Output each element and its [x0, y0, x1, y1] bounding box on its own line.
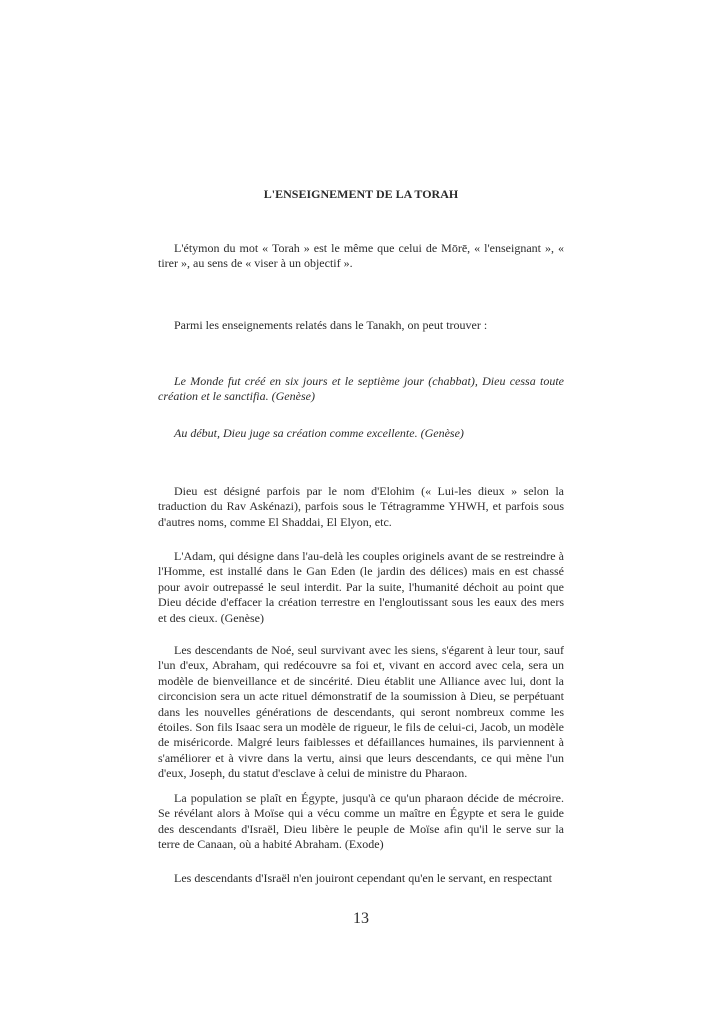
paragraph-noah-descendants: Les descendants de Noé, seul survivant avec les siens, s'égarent à leur tour, sauf l'un d'eux, Abraham, qui redécouvre sa foi et, vivant en accord avec cela, sera un modèle de bienveillance et de sincérité. Dieu établit une Alliance avec lui, dont la circoncision sera un acte rituel démonstratif de la soumission à Dieu, se perpétuant dans les nouvelles générations de descendants, qui seront nombreux comme les étoiles. Son fils Isaac sera un modèle de rigueur, le fils de celui-ci, Jacob, un modèle de miséricorde. Malgré leurs faiblesses et défaillances humaines, ils parviennent à s'améliorer et à vivre dans la vertu, ainsi que leurs descendants, ce qui mène l'un d'eux, Joseph, du statut d'esclave à celui de ministre du Pharaon. [158, 643, 564, 781]
page-number: 13 [353, 910, 369, 927]
paragraph-intro-teachings: Parmi les enseignements relatés dans le Tanakh, on peut trouver : [174, 318, 488, 332]
paragraph-etymology: L'étymon du mot « Torah » est le même que celui de Mōrē, « l'enseignant », « tirer », au sens de « viser à un objectif ». [158, 241, 564, 271]
paragraph-beginning: Au début, Dieu juge sa création comme excellente. (Genèse) [174, 426, 464, 440]
paragraph-israel-descendants: Les descendants d'Israël n'en jouiront cependant qu'en le servant, en respectant [174, 871, 553, 885]
paragraph-creation: Le Monde fut créé en six jours et le septième jour (chabbat), Dieu cessa toute création et le sanctifia. (Genèse) [158, 374, 564, 404]
paragraph-god-names: Dieu est désigné parfois par le nom d'Elohim (« Lui-les dieux » selon la traduction du Rav Askénazi), parfois sous le Tétragramme YHWH, et parfois sous d'autres noms, comme El Shaddai, El Elyon, etc. [158, 484, 564, 529]
paragraph-adam: L'Adam, qui désigne dans l'au-delà les couples originels avant de se restreindre à l'Homme, est installé dans le Gan Eden (le jardin des délices) mais en est chassé pour avoir outrepassé le seul interdit. Par la suite, l'humanité déchoit au point que Dieu décide d'effacer la création terrestre en l'engloutissant sous les eaux des mers et des cieux. (Genèse) [158, 549, 564, 625]
chapter-title: L'ENSEIGNEMENT DE LA TORAH [263, 187, 459, 201]
paragraph-egypt: La population se plaît en Égypte, jusqu'à ce qu'un pharaon décide de mécroire. Se révélant alors à Moïse qui a vécu comme un maître en Égypte et sera le guide des descendants d'Israël, Dieu libère le peuple de Moïse afin qu'il le serve sur la terre de Canaan, où a habité Abraham. (Exode) [158, 791, 564, 852]
